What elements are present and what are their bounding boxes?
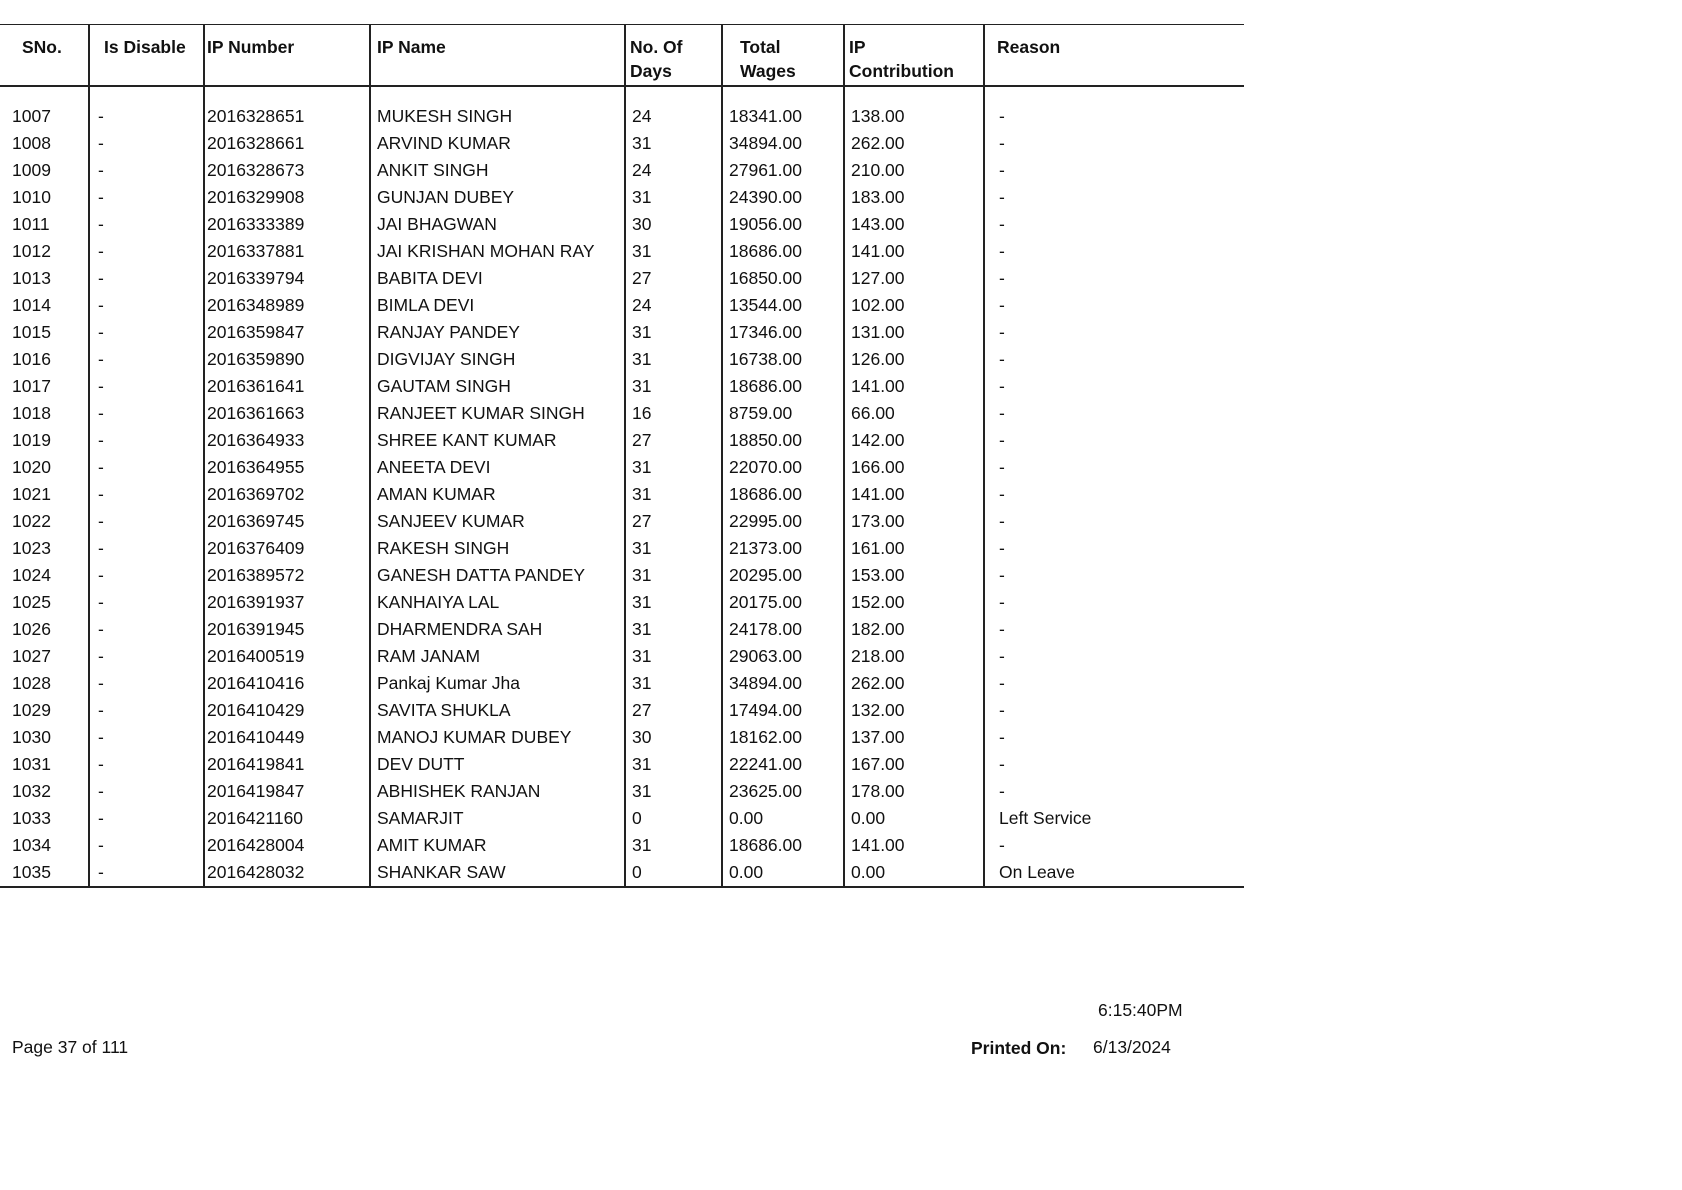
header-ip-contribution bbox=[844, 25, 984, 87]
cell-ip-number: 2016333389 bbox=[204, 211, 370, 238]
cell-total-wages: 22241.00 bbox=[722, 751, 844, 778]
cell-sno: 1010 bbox=[0, 184, 89, 211]
table-row bbox=[0, 751, 1244, 778]
cell-is-disable: - bbox=[89, 724, 204, 751]
cell-no-of-days: 31 bbox=[625, 589, 722, 616]
cell-ip-name: DEV DUTT bbox=[370, 751, 625, 778]
cell-reason: - bbox=[999, 241, 1005, 261]
cell-ip-number: 2016328673 bbox=[204, 157, 370, 184]
cell-reason: - bbox=[999, 754, 1005, 774]
cell-is-disable: - bbox=[89, 427, 204, 454]
cell-reason: On Leave bbox=[984, 859, 1244, 887]
cell-is-disable: - bbox=[89, 86, 204, 130]
cell-sno: 1024 bbox=[0, 562, 89, 589]
cell-is-disable: - bbox=[89, 751, 204, 778]
cell-no-of-days: 27 bbox=[625, 697, 722, 724]
cell-sno: 1015 bbox=[0, 319, 89, 346]
cell-total-wages: 0.00 bbox=[722, 859, 844, 887]
header-total-wages-line2: Wages bbox=[740, 61, 796, 81]
table-row bbox=[0, 184, 1244, 211]
cell-reason: - bbox=[999, 322, 1005, 342]
cell-sno: 1027 bbox=[0, 643, 89, 670]
header-ip-name: IP Name bbox=[370, 25, 625, 87]
cell-ip-name: GUNJAN DUBEY bbox=[370, 184, 625, 211]
cell-reason: - bbox=[999, 781, 1005, 801]
table-row bbox=[0, 697, 1244, 724]
cell-ip-contribution: 262.00 bbox=[844, 670, 984, 697]
cell-no-of-days: 31 bbox=[625, 751, 722, 778]
cell-is-disable: - bbox=[89, 373, 204, 400]
table-row bbox=[0, 400, 1244, 427]
cell-reason: - bbox=[999, 106, 1005, 126]
cell-ip-name: RAM JANAM bbox=[370, 643, 625, 670]
cell-total-wages: 18686.00 bbox=[722, 481, 844, 508]
cell-sno: 1009 bbox=[0, 157, 89, 184]
cell-is-disable: - bbox=[89, 832, 204, 859]
cell-sno: 1007 bbox=[0, 86, 89, 130]
table-row bbox=[0, 616, 1244, 643]
cell-ip-contribution: 166.00 bbox=[844, 454, 984, 481]
cell-ip-number: 2016359890 bbox=[204, 346, 370, 373]
header-ip-contribution-line1: IP bbox=[849, 37, 866, 57]
cell-no-of-days: 31 bbox=[625, 319, 722, 346]
cell-sno: 1034 bbox=[0, 832, 89, 859]
cell-reason: - bbox=[999, 835, 1005, 855]
table-row bbox=[0, 346, 1244, 373]
cell-ip-name: JAI BHAGWAN bbox=[370, 211, 625, 238]
cell-ip-number: 2016348989 bbox=[204, 292, 370, 319]
cell-ip-number: 2016329908 bbox=[204, 184, 370, 211]
cell-no-of-days: 31 bbox=[625, 184, 722, 211]
cell-total-wages: 18850.00 bbox=[722, 427, 844, 454]
header-ip-contribution-line2: Contribution bbox=[849, 61, 954, 81]
cell-sno: 1021 bbox=[0, 481, 89, 508]
cell-total-wages: 0.00 bbox=[722, 805, 844, 832]
cell-ip-name: MANOJ KUMAR DUBEY bbox=[370, 724, 625, 751]
cell-total-wages: 17494.00 bbox=[722, 697, 844, 724]
cell-ip-number: 2016421160 bbox=[204, 805, 370, 832]
cell-ip-number: 2016400519 bbox=[204, 643, 370, 670]
contribution-table bbox=[0, 24, 1244, 888]
cell-ip-number: 2016419841 bbox=[204, 751, 370, 778]
cell-reason: - bbox=[999, 349, 1005, 369]
cell-ip-name: AMIT KUMAR bbox=[370, 832, 625, 859]
cell-ip-contribution: 153.00 bbox=[844, 562, 984, 589]
table-row bbox=[0, 859, 1244, 887]
cell-no-of-days: 24 bbox=[625, 86, 722, 130]
cell-ip-number: 2016369702 bbox=[204, 481, 370, 508]
cell-is-disable: - bbox=[89, 346, 204, 373]
table-row bbox=[0, 86, 1244, 130]
cell-sno: 1013 bbox=[0, 265, 89, 292]
cell-total-wages: 18686.00 bbox=[722, 832, 844, 859]
cell-ip-contribution: 66.00 bbox=[844, 400, 984, 427]
cell-ip-number: 2016428032 bbox=[204, 859, 370, 887]
cell-ip-contribution: 102.00 bbox=[844, 292, 984, 319]
cell-no-of-days: 31 bbox=[625, 454, 722, 481]
table-row bbox=[0, 670, 1244, 697]
cell-reason: - bbox=[999, 646, 1005, 666]
cell-ip-name: SHANKAR SAW bbox=[370, 859, 625, 887]
cell-is-disable: - bbox=[89, 805, 204, 832]
print-time: 6:15:40PM bbox=[1098, 1000, 1183, 1020]
table-row bbox=[0, 508, 1244, 535]
cell-no-of-days: 31 bbox=[625, 616, 722, 643]
cell-no-of-days: 30 bbox=[625, 724, 722, 751]
cell-total-wages: 34894.00 bbox=[722, 130, 844, 157]
cell-sno: 1019 bbox=[0, 427, 89, 454]
cell-ip-contribution: 141.00 bbox=[844, 481, 984, 508]
cell-no-of-days: 31 bbox=[625, 481, 722, 508]
cell-is-disable: - bbox=[89, 238, 204, 265]
cell-ip-number: 2016328661 bbox=[204, 130, 370, 157]
cell-no-of-days: 31 bbox=[625, 346, 722, 373]
cell-ip-name: DIGVIJAY SINGH bbox=[370, 346, 625, 373]
cell-no-of-days: 31 bbox=[625, 670, 722, 697]
cell-ip-number: 2016391937 bbox=[204, 589, 370, 616]
cell-reason: - bbox=[999, 133, 1005, 153]
cell-total-wages: 23625.00 bbox=[722, 778, 844, 805]
cell-reason: - bbox=[999, 511, 1005, 531]
table-row bbox=[0, 643, 1244, 670]
cell-total-wages: 16850.00 bbox=[722, 265, 844, 292]
table-header-row bbox=[0, 25, 1244, 87]
header-sno: SNo. bbox=[0, 25, 89, 87]
cell-ip-number: 2016361641 bbox=[204, 373, 370, 400]
cell-sno: 1014 bbox=[0, 292, 89, 319]
cell-total-wages: 18162.00 bbox=[722, 724, 844, 751]
cell-ip-contribution: 141.00 bbox=[844, 238, 984, 265]
cell-ip-number: 2016419847 bbox=[204, 778, 370, 805]
header-ip-number: IP Number bbox=[204, 25, 370, 87]
cell-reason: - bbox=[999, 457, 1005, 477]
cell-ip-contribution: 143.00 bbox=[844, 211, 984, 238]
cell-reason: - bbox=[999, 538, 1005, 558]
cell-total-wages: 34894.00 bbox=[722, 670, 844, 697]
table-row bbox=[0, 130, 1244, 157]
header-no-of-days-line2: Days bbox=[630, 61, 672, 81]
cell-ip-name: ANKIT SINGH bbox=[370, 157, 625, 184]
cell-is-disable: - bbox=[89, 778, 204, 805]
cell-ip-contribution: 152.00 bbox=[844, 589, 984, 616]
header-no-of-days-line1: No. Of bbox=[630, 37, 683, 57]
header-total-wages bbox=[722, 25, 844, 87]
cell-ip-number: 2016391945 bbox=[204, 616, 370, 643]
cell-ip-contribution: 137.00 bbox=[844, 724, 984, 751]
cell-ip-contribution: 138.00 bbox=[844, 86, 984, 130]
header-no-of-days bbox=[625, 25, 722, 87]
table-row bbox=[0, 238, 1244, 265]
cell-ip-contribution: 183.00 bbox=[844, 184, 984, 211]
cell-ip-name: RANJEET KUMAR SINGH bbox=[370, 400, 625, 427]
cell-ip-contribution: 182.00 bbox=[844, 616, 984, 643]
cell-is-disable: - bbox=[89, 319, 204, 346]
cell-reason: - bbox=[999, 187, 1005, 207]
cell-ip-number: 2016361663 bbox=[204, 400, 370, 427]
cell-ip-name: ABHISHEK RANJAN bbox=[370, 778, 625, 805]
cell-sno: 1017 bbox=[0, 373, 89, 400]
cell-is-disable: - bbox=[89, 481, 204, 508]
cell-reason: Left Service bbox=[999, 808, 1092, 828]
cell-ip-contribution: 0.00 bbox=[844, 859, 984, 887]
cell-is-disable: - bbox=[89, 562, 204, 589]
table-row bbox=[0, 427, 1244, 454]
cell-reason: - bbox=[999, 673, 1005, 693]
cell-no-of-days: 24 bbox=[625, 157, 722, 184]
cell-no-of-days: 31 bbox=[625, 238, 722, 265]
cell-reason: - bbox=[999, 727, 1005, 747]
cell-is-disable: - bbox=[89, 697, 204, 724]
header-reason: Reason bbox=[984, 25, 1244, 87]
table-row bbox=[0, 319, 1244, 346]
cell-is-disable: - bbox=[89, 670, 204, 697]
cell-no-of-days: 27 bbox=[625, 265, 722, 292]
cell-sno: 1022 bbox=[0, 508, 89, 535]
cell-sno: 1008 bbox=[0, 130, 89, 157]
cell-sno: 1023 bbox=[0, 535, 89, 562]
table-row bbox=[0, 724, 1244, 751]
cell-sno: 1035 bbox=[0, 859, 89, 887]
cell-sno: 1026 bbox=[0, 616, 89, 643]
cell-total-wages: 13544.00 bbox=[722, 292, 844, 319]
cell-ip-name: MUKESH SINGH bbox=[370, 86, 625, 130]
cell-is-disable: - bbox=[89, 643, 204, 670]
cell-total-wages: 24178.00 bbox=[722, 616, 844, 643]
cell-reason: - bbox=[999, 619, 1005, 639]
cell-reason: - bbox=[999, 700, 1005, 720]
cell-is-disable: - bbox=[89, 589, 204, 616]
contribution-report bbox=[0, 24, 1244, 888]
cell-ip-name: BABITA DEVI bbox=[370, 265, 625, 292]
cell-total-wages: 27961.00 bbox=[722, 157, 844, 184]
cell-is-disable: - bbox=[89, 184, 204, 211]
cell-total-wages: 20175.00 bbox=[722, 589, 844, 616]
cell-no-of-days: 16 bbox=[625, 400, 722, 427]
cell-is-disable: - bbox=[89, 616, 204, 643]
cell-ip-name: BIMLA DEVI bbox=[370, 292, 625, 319]
cell-ip-contribution: 262.00 bbox=[844, 130, 984, 157]
cell-sno: 1020 bbox=[0, 454, 89, 481]
cell-ip-number: 2016389572 bbox=[204, 562, 370, 589]
table-row bbox=[0, 535, 1244, 562]
cell-ip-number: 2016339794 bbox=[204, 265, 370, 292]
cell-ip-contribution: 126.00 bbox=[844, 346, 984, 373]
table-row bbox=[0, 265, 1244, 292]
cell-ip-name: Pankaj Kumar Jha bbox=[370, 670, 625, 697]
cell-is-disable: - bbox=[89, 859, 204, 887]
table-row bbox=[0, 292, 1244, 319]
cell-sno: 1028 bbox=[0, 670, 89, 697]
cell-is-disable: - bbox=[89, 265, 204, 292]
cell-ip-contribution: 210.00 bbox=[844, 157, 984, 184]
cell-no-of-days: 30 bbox=[625, 211, 722, 238]
table-body bbox=[0, 86, 1244, 887]
cell-reason: - bbox=[999, 484, 1005, 504]
table-row bbox=[0, 454, 1244, 481]
cell-ip-name: RAKESH SINGH bbox=[370, 535, 625, 562]
cell-total-wages: 21373.00 bbox=[722, 535, 844, 562]
cell-ip-contribution: 131.00 bbox=[844, 319, 984, 346]
cell-ip-number: 2016364955 bbox=[204, 454, 370, 481]
cell-ip-number: 2016410449 bbox=[204, 724, 370, 751]
table-row bbox=[0, 373, 1244, 400]
page-number: Page 37 of 111 bbox=[12, 1037, 129, 1057]
cell-ip-number: 2016328651 bbox=[204, 86, 370, 130]
cell-ip-number: 2016369745 bbox=[204, 508, 370, 535]
cell-ip-contribution: 127.00 bbox=[844, 265, 984, 292]
cell-no-of-days: 0 bbox=[625, 859, 722, 887]
cell-ip-contribution: 167.00 bbox=[844, 751, 984, 778]
cell-no-of-days: 31 bbox=[625, 373, 722, 400]
cell-ip-contribution: 141.00 bbox=[844, 373, 984, 400]
cell-reason: - bbox=[999, 268, 1005, 288]
cell-no-of-days: 0 bbox=[625, 805, 722, 832]
cell-no-of-days: 31 bbox=[625, 643, 722, 670]
cell-total-wages: 19056.00 bbox=[722, 211, 844, 238]
cell-is-disable: - bbox=[89, 292, 204, 319]
cell-sno: 1032 bbox=[0, 778, 89, 805]
cell-sno: 1033 bbox=[0, 805, 89, 832]
cell-total-wages: 16738.00 bbox=[722, 346, 844, 373]
cell-reason: - bbox=[999, 160, 1005, 180]
printed-on-label: Printed On: bbox=[971, 1038, 1067, 1058]
cell-ip-contribution: 0.00 bbox=[844, 805, 984, 832]
cell-no-of-days: 27 bbox=[625, 427, 722, 454]
cell-total-wages: 18686.00 bbox=[722, 238, 844, 265]
cell-ip-name: JAI KRISHAN MOHAN RAY bbox=[370, 238, 625, 265]
cell-ip-number: 2016359847 bbox=[204, 319, 370, 346]
cell-ip-name: ARVIND KUMAR bbox=[370, 130, 625, 157]
cell-ip-name: AMAN KUMAR bbox=[370, 481, 625, 508]
cell-no-of-days: 31 bbox=[625, 832, 722, 859]
cell-total-wages: 17346.00 bbox=[722, 319, 844, 346]
cell-ip-contribution: 142.00 bbox=[844, 427, 984, 454]
cell-is-disable: - bbox=[89, 400, 204, 427]
table-row bbox=[0, 589, 1244, 616]
cell-sno: 1031 bbox=[0, 751, 89, 778]
cell-reason: - bbox=[999, 376, 1005, 396]
cell-total-wages: 22070.00 bbox=[722, 454, 844, 481]
cell-ip-number: 2016364933 bbox=[204, 427, 370, 454]
table-row bbox=[0, 805, 1244, 832]
cell-no-of-days: 31 bbox=[625, 130, 722, 157]
cell-reason: - bbox=[999, 565, 1005, 585]
cell-ip-number: 2016376409 bbox=[204, 535, 370, 562]
cell-ip-contribution: 161.00 bbox=[844, 535, 984, 562]
cell-total-wages: 29063.00 bbox=[722, 643, 844, 670]
cell-ip-name: DHARMENDRA SAH bbox=[370, 616, 625, 643]
cell-ip-contribution: 132.00 bbox=[844, 697, 984, 724]
printed-on-date: 6/13/2024 bbox=[1093, 1037, 1171, 1057]
header-is-disable: Is Disable bbox=[89, 25, 204, 87]
cell-is-disable: - bbox=[89, 508, 204, 535]
cell-reason: - bbox=[999, 430, 1005, 450]
cell-ip-contribution: 141.00 bbox=[844, 832, 984, 859]
cell-ip-name: SHREE KANT KUMAR bbox=[370, 427, 625, 454]
cell-ip-contribution: 178.00 bbox=[844, 778, 984, 805]
cell-ip-name: SAMARJIT bbox=[370, 805, 625, 832]
cell-is-disable: - bbox=[89, 454, 204, 481]
table-row bbox=[0, 211, 1244, 238]
cell-reason: - bbox=[999, 592, 1005, 612]
header-total-wages-line1: Total bbox=[740, 37, 781, 57]
table-row bbox=[0, 481, 1244, 508]
cell-reason: - bbox=[999, 214, 1005, 234]
table-row bbox=[0, 562, 1244, 589]
cell-no-of-days: 31 bbox=[625, 535, 722, 562]
cell-total-wages: 18686.00 bbox=[722, 373, 844, 400]
cell-ip-contribution: 173.00 bbox=[844, 508, 984, 535]
cell-no-of-days: 31 bbox=[625, 562, 722, 589]
cell-sno: 1025 bbox=[0, 589, 89, 616]
cell-ip-name: RANJAY PANDEY bbox=[370, 319, 625, 346]
cell-is-disable: - bbox=[89, 130, 204, 157]
cell-sno: 1011 bbox=[0, 211, 89, 238]
cell-sno: 1018 bbox=[0, 400, 89, 427]
cell-no-of-days: 24 bbox=[625, 292, 722, 319]
table-row bbox=[0, 832, 1244, 859]
cell-ip-number: 2016337881 bbox=[204, 238, 370, 265]
cell-ip-name: KANHAIYA LAL bbox=[370, 589, 625, 616]
cell-total-wages: 24390.00 bbox=[722, 184, 844, 211]
cell-ip-number: 2016410429 bbox=[204, 697, 370, 724]
cell-sno: 1012 bbox=[0, 238, 89, 265]
cell-no-of-days: 27 bbox=[625, 508, 722, 535]
cell-is-disable: - bbox=[89, 535, 204, 562]
cell-no-of-days: 31 bbox=[625, 778, 722, 805]
cell-ip-name: ANEETA DEVI bbox=[370, 454, 625, 481]
cell-ip-name: SANJEEV KUMAR bbox=[370, 508, 625, 535]
table-row bbox=[0, 157, 1244, 184]
cell-reason: - bbox=[999, 403, 1005, 423]
cell-total-wages: 8759.00 bbox=[722, 400, 844, 427]
cell-total-wages: 22995.00 bbox=[722, 508, 844, 535]
table-row bbox=[0, 778, 1244, 805]
cell-ip-number: 2016428004 bbox=[204, 832, 370, 859]
cell-reason: - bbox=[999, 295, 1005, 315]
cell-total-wages: 18341.00 bbox=[722, 86, 844, 130]
cell-sno: 1029 bbox=[0, 697, 89, 724]
cell-total-wages: 20295.00 bbox=[722, 562, 844, 589]
cell-is-disable: - bbox=[89, 211, 204, 238]
cell-ip-name: SAVITA SHUKLA bbox=[370, 697, 625, 724]
cell-ip-name: GAUTAM SINGH bbox=[370, 373, 625, 400]
cell-ip-name: GANESH DATTA PANDEY bbox=[370, 562, 625, 589]
cell-sno: 1030 bbox=[0, 724, 89, 751]
cell-ip-number: 2016410416 bbox=[204, 670, 370, 697]
cell-is-disable: - bbox=[89, 157, 204, 184]
cell-sno: 1016 bbox=[0, 346, 89, 373]
cell-ip-contribution: 218.00 bbox=[844, 643, 984, 670]
